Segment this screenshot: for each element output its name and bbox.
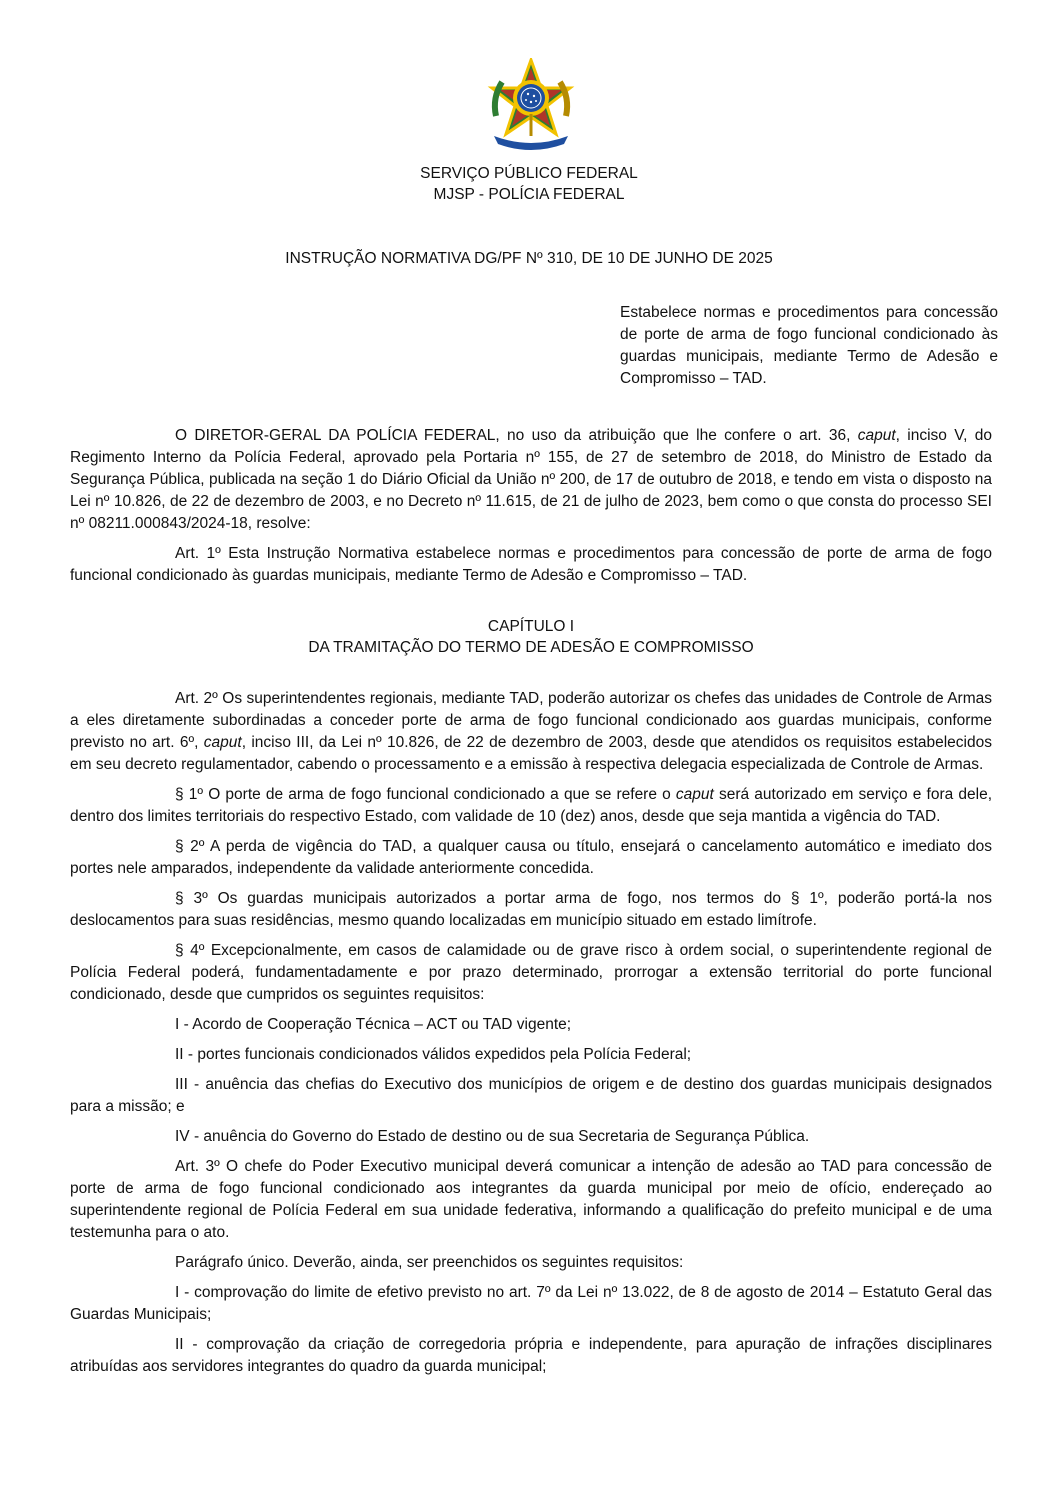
header-line-2: MJSP - POLÍCIA FEDERAL bbox=[433, 186, 625, 203]
article-2-paragraph-3: § 3º Os guardas municipais autorizados a portar arma de fogo, nos termos do § 1º, poderão portá-la nos deslocamentos para suas residências, mesmo quando localizadas em município situado em estado limítrofe. bbox=[70, 890, 992, 929]
articles-block bbox=[70, 688, 992, 1378]
article-2: Art. 2º Os superintendentes regionais, mediante TAD, poderão autorizar os chefes das unidades de Controle de Armas a eles diretamente subordinadas a conceder porte de arma de fogo funcional condicionado aos guardas municipais, conforme previsto no art. 6º, caput, inciso III, da Lei nº 10.826, de 22 de dezembro de 2003, desde que atendidos os requisitos estabelecidos em seu decreto regulamentador, cabendo o processamento e a emissão à respectiva delegacia especializada de Controle de Armas. bbox=[70, 690, 992, 773]
article-3-sole-paragraph: Parágrafo único. Deverão, ainda, ser preenchidos os seguintes requisitos: bbox=[175, 1254, 684, 1271]
header-line-1: SERVIÇO PÚBLICO FEDERAL bbox=[420, 165, 638, 182]
article-1: Art. 1º Esta Instrução Normativa estabelece normas e procedimentos para concessão de porte de arma de fogo funcional condicionado às guardas municipais, mediante Termo de Adesão e Compromisso – TAD. bbox=[70, 545, 992, 584]
article-3-item: I - comprovação do limite de efetivo previsto no art. 7º da Lei nº 13.022, de 8 de agosto de 2014 – Estatuto Geral das Guardas Municipais; bbox=[70, 1284, 992, 1323]
article-2-paragraph-2: § 2º A perda de vigência do TAD, a qualquer causa ou título, ensejará o cancelamento automático e imediato dos portes nele amparados, independente da validade anteriormente concedida. bbox=[70, 838, 992, 877]
article-2-item: II - portes funcionais condicionados válidos expedidos pela Polícia Federal; bbox=[175, 1046, 692, 1063]
article-3-item: II - comprovação da criação de corregedoria própria e independente, para apuração de infrações disciplinares atribuídas aos servidores integrantes do quadro da guarda municipal; bbox=[70, 1336, 992, 1375]
chapter-name: DA TRAMITAÇÃO DO TERMO DE ADESÃO E COMPROMISSO bbox=[308, 639, 754, 656]
preamble: O DIRETOR-GERAL DA POLÍCIA FEDERAL, no uso da atribuição que lhe confere o art. 36, caput, inciso V, do Regimento Interno da Polícia Federal, aprovado pela Portaria nº 155, de 27 de setembro de 2018, do Ministro de Estado da Segurança Pública, publicada na seção 1 do Diário Oficial da União nº 200, de 17 de outubro de 2018, e tendo em vista o disposto na Lei nº 10.826, de 22 de dezembro de 2003, e no Decreto nº 11.615, de 21 de julho de 2023, bem como o que consta do processo SEI nº 08211.000843/2024-18, resolve: bbox=[70, 427, 992, 532]
article-2-item: IV - anuência do Governo do Estado de destino ou de sua Secretaria de Segurança Pública. bbox=[175, 1128, 810, 1145]
brazil-coat-of-arms-emblem bbox=[486, 58, 576, 150]
article-2-item: I - Acordo de Cooperação Técnica – ACT ou TAD vigente; bbox=[175, 1016, 572, 1033]
ementa: Estabelece normas e procedimentos para concessão de porte de arma de fogo funcional condicionado às guardas municipais, mediante Termo de Adesão e Compromisso – TAD. bbox=[620, 304, 998, 387]
article-2-item: III - anuência das chefias do Executivo dos municípios de origem e de destino dos guardas municipais designados para a missão; e bbox=[70, 1076, 992, 1115]
document-title: INSTRUÇÃO NORMATIVA DG/PF Nº 310, DE 10 DE JUNHO DE 2025 bbox=[285, 250, 773, 267]
chapter-number: CAPÍTULO I bbox=[487, 618, 575, 635]
article-3: Art. 3º O chefe do Poder Executivo municipal deverá comunicar a intenção de adesão ao TAD para concessão de porte de arma de fogo funcional condicionado aos integrantes da guarda municipal por meio de ofício, endereçado ao superintendente regional de Polícia Federal em sua unidade federativa, informando a qualificação do prefeito municipal e de uma testemunha para o ato. bbox=[70, 1158, 992, 1241]
preamble-block bbox=[70, 425, 992, 595]
article-2-paragraph-1: § 1º O porte de arma de fogo funcional condicionado a que se refere o caput será autorizado em serviço e fora dele, dentro dos limites territoriais do respectivo Estado, com validade de 10 (dez) anos, desde que seja mantida a vigência do TAD. bbox=[70, 786, 992, 825]
article-2-paragraph-4: § 4º Excepcionalmente, em casos de calamidade ou de grave risco à ordem social, o superintendente regional de Polícia Federal poderá, fundamentadamente e por prazo determinado, prorrogar a extensão territorial do porte funcional condicionado, desde que cumpridos os seguintes requisitos: bbox=[70, 942, 992, 1003]
chapter-heading bbox=[70, 616, 992, 658]
